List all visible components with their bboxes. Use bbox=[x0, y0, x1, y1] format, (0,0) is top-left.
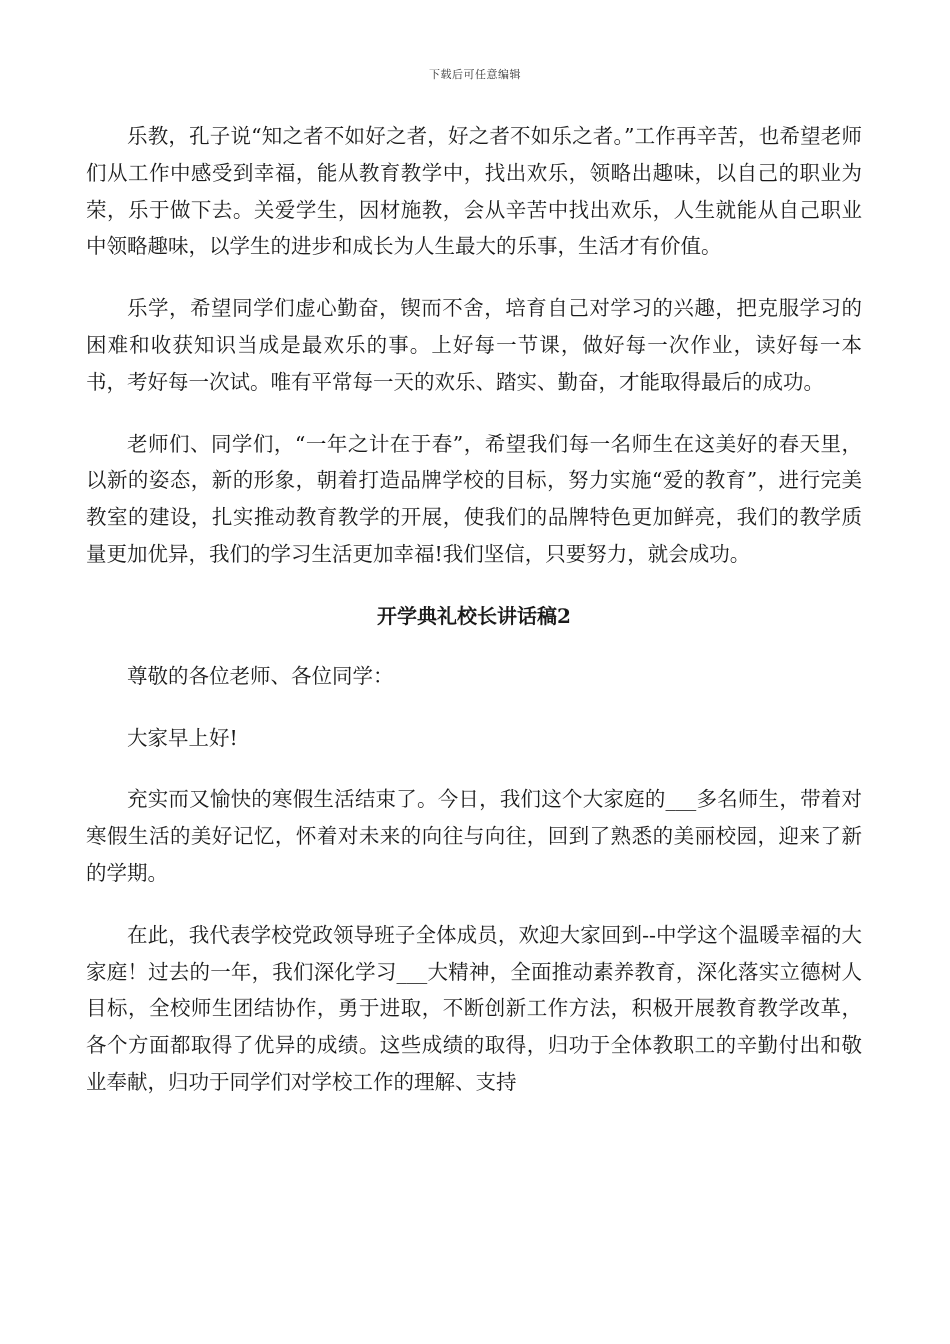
document-body bbox=[86, 118, 862, 1126]
paragraph-greeting: 大家早上好! bbox=[127, 725, 238, 750]
page-header-note: 下载后可任意编辑 bbox=[429, 68, 521, 81]
paragraph-spring-wishes: 老师们、同学们，“一年之计在于春”，希望我们每一名师生在这美好的春天里，以新的姿态，新的形象，朝着打造品牌学校的目标，努力实施“爱的教育”，进行完美教室的建设，扎实推动教育教学的开展，使我们的品牌特色更加鲜亮，我们的教学质量更加优异，我们的学习生活更加幸福!我们坚信，只要努力，就会成功。 bbox=[86, 431, 862, 566]
paragraph-new-semester: 充实而又愉快的寒假生活结束了。今日，我们这个大家庭的___多名师生，带着对寒假生活的美好记忆，怀着对未来的向往与向往，回到了熟悉的美丽校园，迎来了新的学期。 bbox=[86, 787, 862, 885]
section-title: 开学典礼校长讲话稿2 bbox=[377, 603, 571, 628]
paragraph-joyful-learning: 乐学，希望同学们虚心勤奋，锲而不舍，培育自己对学习的兴趣，把克服学习的困难和收获知识当成是最欢乐的事。上好每一节课，做好每一次作业，读好每一本书，考好每一次试。唯有平常每一天的欢乐、踏实、勤奋，才能取得最后的成功。 bbox=[86, 296, 862, 394]
paragraph-welcome-back: 在此，我代表学校党政领导班子全体成员，欢迎大家回到--中学这个温暖幸福的大家庭！过去的一年，我们深化学习___大精神，全面推动素养教育，深化落实立德树人目标，全校师生团结协作，勇于进取，不断创新工作方法，积极开展教育教学改革，各个方面都取得了优异的成绩。这些成绩的取得，归功于全体教职工的辛勤付出和敬业奉献，归功于同学们对学校工作的理解、支持 bbox=[86, 922, 862, 1094]
paragraph-joyful-teaching: 乐教，孔子说“知之者不如好之者，好之者不如乐之者。”工作再辛苦，也希望老师们从工作中感受到幸福，能从教育教学中，找出欢乐，领略出趣味，以自己的职业为荣，乐于做下去。关爱学生，因材施教，会从辛苦中找出欢乐，人生就能从自己职业中领略趣味，以学生的进步和成长为人生最大的乐事，生活才有价值。 bbox=[86, 124, 862, 259]
paragraph-salutation: 尊敬的各位老师、各位同学： bbox=[127, 663, 394, 688]
